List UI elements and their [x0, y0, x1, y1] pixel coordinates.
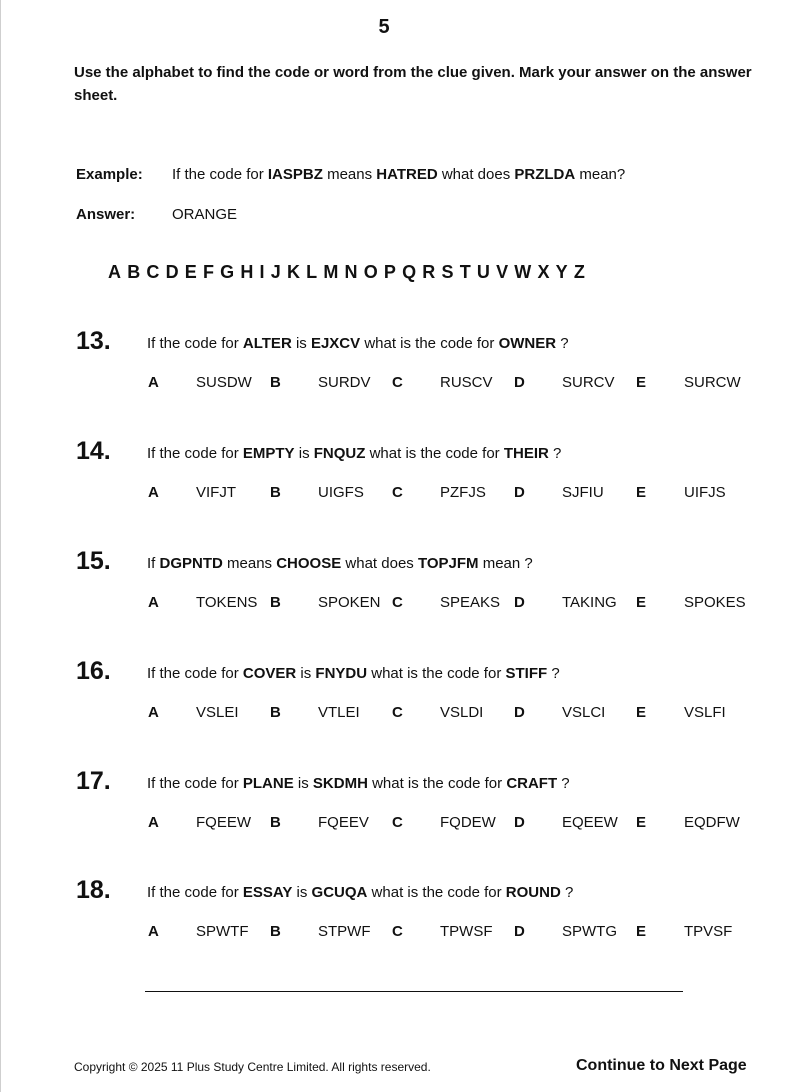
option-letter: E: [636, 594, 647, 611]
option-letter: E: [636, 814, 647, 831]
question-keyword: ALTER: [242, 335, 292, 352]
option-letter: C: [392, 594, 403, 611]
question-text-part: If: [147, 555, 160, 572]
question-text-part: ?: [556, 335, 569, 352]
question-keyword: CHOOSE: [276, 555, 342, 572]
question-text: [147, 883, 573, 903]
option-letter: A: [148, 814, 159, 831]
alphabet-line: [108, 262, 591, 283]
option-letter: B: [270, 484, 281, 501]
alphabet-letter: O: [363, 262, 378, 282]
question-14: [0, 436, 800, 516]
answer-row: [76, 206, 237, 223]
example-row: [76, 166, 625, 183]
option-value: VIFJT: [196, 484, 236, 501]
alphabet-letter: M: [323, 262, 339, 282]
question-keyword: GCUQA: [311, 884, 368, 901]
option-value: SUSDW: [196, 374, 252, 391]
option-value: STPWF: [318, 923, 371, 940]
question-text: [147, 664, 560, 684]
option-value: SPWTF: [196, 923, 249, 940]
question-text-part: ?: [560, 884, 574, 901]
option-value: RUSCV: [440, 374, 493, 391]
continue-text: Continue to Next Page: [576, 1057, 747, 1074]
answer-value: ORANGE: [172, 206, 238, 223]
question-text-part: what is the code for: [367, 665, 506, 682]
alphabet-letter: A: [108, 262, 121, 282]
alphabet-letter: Y: [555, 262, 568, 282]
alphabet-letter: G: [220, 262, 235, 282]
alphabet-letter: W: [514, 262, 532, 282]
example-word1: HATRED: [376, 166, 438, 183]
question-text-part: means: [222, 555, 277, 572]
option-value: SURCV: [562, 374, 615, 391]
question-text-part: ?: [557, 775, 570, 792]
option-letter: D: [514, 484, 525, 501]
question-keyword: EJXCV: [310, 335, 361, 352]
option-letter: A: [148, 374, 159, 391]
question-keyword: PLANE: [242, 775, 294, 792]
question-keyword: DGPNTD: [159, 555, 223, 572]
question-keyword: FNYDU: [315, 665, 368, 682]
option-value: UIGFS: [318, 484, 364, 501]
option-letter: A: [148, 923, 159, 940]
option-letter: B: [270, 704, 281, 721]
option-value: VTLEI: [318, 704, 360, 721]
question-keyword: THEIR: [503, 445, 549, 462]
question-15: [0, 546, 800, 626]
option-value: TAKING: [562, 594, 617, 611]
example-text-post: mean?: [575, 166, 626, 183]
example-code1: IASPBZ: [267, 166, 323, 183]
alphabet-letter: J: [270, 262, 281, 282]
question-18: [0, 875, 800, 955]
question-text-part: If the code for: [147, 775, 243, 792]
question-keyword: STIFF: [505, 665, 548, 682]
question-number: 15.: [76, 547, 111, 575]
option-value: FQEEV: [318, 814, 369, 831]
question-text: [147, 444, 561, 464]
question-text-part: is: [296, 665, 316, 682]
question-text-part: what does: [341, 555, 418, 572]
option-letter: E: [636, 374, 647, 391]
option-value: VSLFI: [684, 704, 726, 721]
question-text-part: is: [291, 335, 311, 352]
alphabet-letter: I: [259, 262, 265, 282]
question-text-part: is: [293, 775, 313, 792]
option-letter: B: [270, 923, 281, 940]
option-value: EQDFW: [684, 814, 740, 831]
alphabet-letter: D: [165, 262, 179, 282]
question-13: [0, 326, 800, 406]
option-letter: E: [636, 923, 647, 940]
alphabet-letter: F: [202, 262, 214, 282]
answer-label: Answer:: [76, 206, 136, 223]
question-text-part: ?: [547, 665, 560, 682]
question-text-part: what is the code for: [365, 445, 504, 462]
option-value: TPVSF: [684, 923, 733, 940]
alphabet-letter: H: [240, 262, 254, 282]
question-keyword: FNQUZ: [313, 445, 366, 462]
instructions: Use the alphabet to find the code or word from the clue given. Mark your answer on the answer sheet.: [74, 64, 752, 104]
question-text-part: what is the code for: [367, 884, 506, 901]
question-text-part: If the code for: [147, 884, 243, 901]
option-letter: C: [392, 923, 403, 940]
question-keyword: ESSAY: [242, 884, 293, 901]
alphabet-letter: V: [496, 262, 509, 282]
question-number: 17.: [76, 767, 111, 795]
option-value: SPOKES: [684, 594, 746, 611]
option-letter: A: [148, 594, 159, 611]
option-value: FQEEW: [196, 814, 251, 831]
alphabet-letter: L: [306, 262, 318, 282]
question-text-part: is: [294, 445, 314, 462]
question-keyword: EMPTY: [242, 445, 295, 462]
example-text-pre: If the code for: [172, 166, 268, 183]
alphabet-letter: R: [422, 262, 436, 282]
question-number: 16.: [76, 657, 111, 685]
alphabet-letter: C: [146, 262, 160, 282]
option-value: TPWSF: [440, 923, 493, 940]
option-value: VSLDI: [440, 704, 484, 721]
question-16: [0, 656, 800, 736]
question-keyword: TOPJFM: [417, 555, 479, 572]
question-number: 18.: [76, 876, 111, 904]
question-keyword: ROUND: [505, 884, 561, 901]
alphabet-letter: E: [184, 262, 197, 282]
option-letter: C: [392, 484, 403, 501]
alphabet-letter: N: [344, 262, 358, 282]
alphabet-letter: Z: [573, 262, 585, 282]
question-text-part: is: [292, 884, 312, 901]
question-text: [147, 554, 533, 574]
copyright-text: Copyright © 2025 11 Plus Study Centre Limited. All rights reserved.: [74, 1060, 431, 1074]
option-value: TOKENS: [196, 594, 258, 611]
option-value: UIFJS: [684, 484, 726, 501]
question-text-part: what is the code for: [360, 335, 499, 352]
alphabet-letter: S: [441, 262, 454, 282]
option-letter: A: [148, 704, 159, 721]
option-letter: D: [514, 814, 525, 831]
option-value: VSLCI: [562, 704, 606, 721]
alphabet-letter: P: [383, 262, 396, 282]
option-letter: B: [270, 374, 281, 391]
question-text: [147, 334, 569, 354]
option-letter: C: [392, 374, 403, 391]
option-letter: B: [270, 814, 281, 831]
option-letter: E: [636, 704, 647, 721]
option-value: SPWTG: [562, 923, 617, 940]
option-letter: A: [148, 484, 159, 501]
option-letter: B: [270, 594, 281, 611]
alphabet-letter: K: [286, 262, 300, 282]
option-value: SPEAKS: [440, 594, 501, 611]
option-value: FQDEW: [440, 814, 496, 831]
question-keyword: CRAFT: [506, 775, 558, 792]
option-value: SJFIU: [562, 484, 604, 501]
option-value: VSLEI: [196, 704, 239, 721]
option-letter: C: [392, 814, 403, 831]
alphabet-letter: U: [476, 262, 490, 282]
example-label: Example:: [76, 166, 143, 183]
option-value: SURDV: [318, 374, 371, 391]
question-keyword: OWNER: [498, 335, 557, 352]
question-text-part: what is the code for: [367, 775, 507, 792]
option-letter: D: [514, 923, 525, 940]
example-text-mid: means: [322, 166, 377, 183]
question-17: [0, 766, 800, 846]
example-code2: PRZLDA: [514, 166, 576, 183]
option-value: SURCW: [684, 374, 741, 391]
option-letter: D: [514, 704, 525, 721]
option-letter: D: [514, 594, 525, 611]
question-text-part: If the code for: [147, 335, 243, 352]
question-number: 13.: [76, 327, 111, 355]
example-text-mid2: what does: [437, 166, 515, 183]
option-value: EQEEW: [562, 814, 618, 831]
question-text: [147, 774, 570, 794]
alphabet-letter: T: [459, 262, 471, 282]
option-value: PZFJS: [440, 484, 486, 501]
option-letter: E: [636, 484, 647, 501]
alphabet-letter: B: [127, 262, 141, 282]
question-text-part: If the code for: [147, 665, 243, 682]
alphabet-letter: X: [537, 262, 550, 282]
question-number: 14.: [76, 437, 111, 465]
divider-line: [145, 991, 683, 992]
question-text-part: ?: [548, 445, 562, 462]
alphabet-letter: Q: [402, 262, 417, 282]
option-letter: D: [514, 374, 525, 391]
question-keyword: SKDMH: [312, 775, 368, 792]
option-value: SPOKEN: [318, 594, 381, 611]
option-letter: C: [392, 704, 403, 721]
question-text-part: mean ?: [478, 555, 533, 572]
question-keyword: COVER: [242, 665, 297, 682]
page-number: 5: [378, 16, 390, 38]
question-text-part: If the code for: [147, 445, 243, 462]
